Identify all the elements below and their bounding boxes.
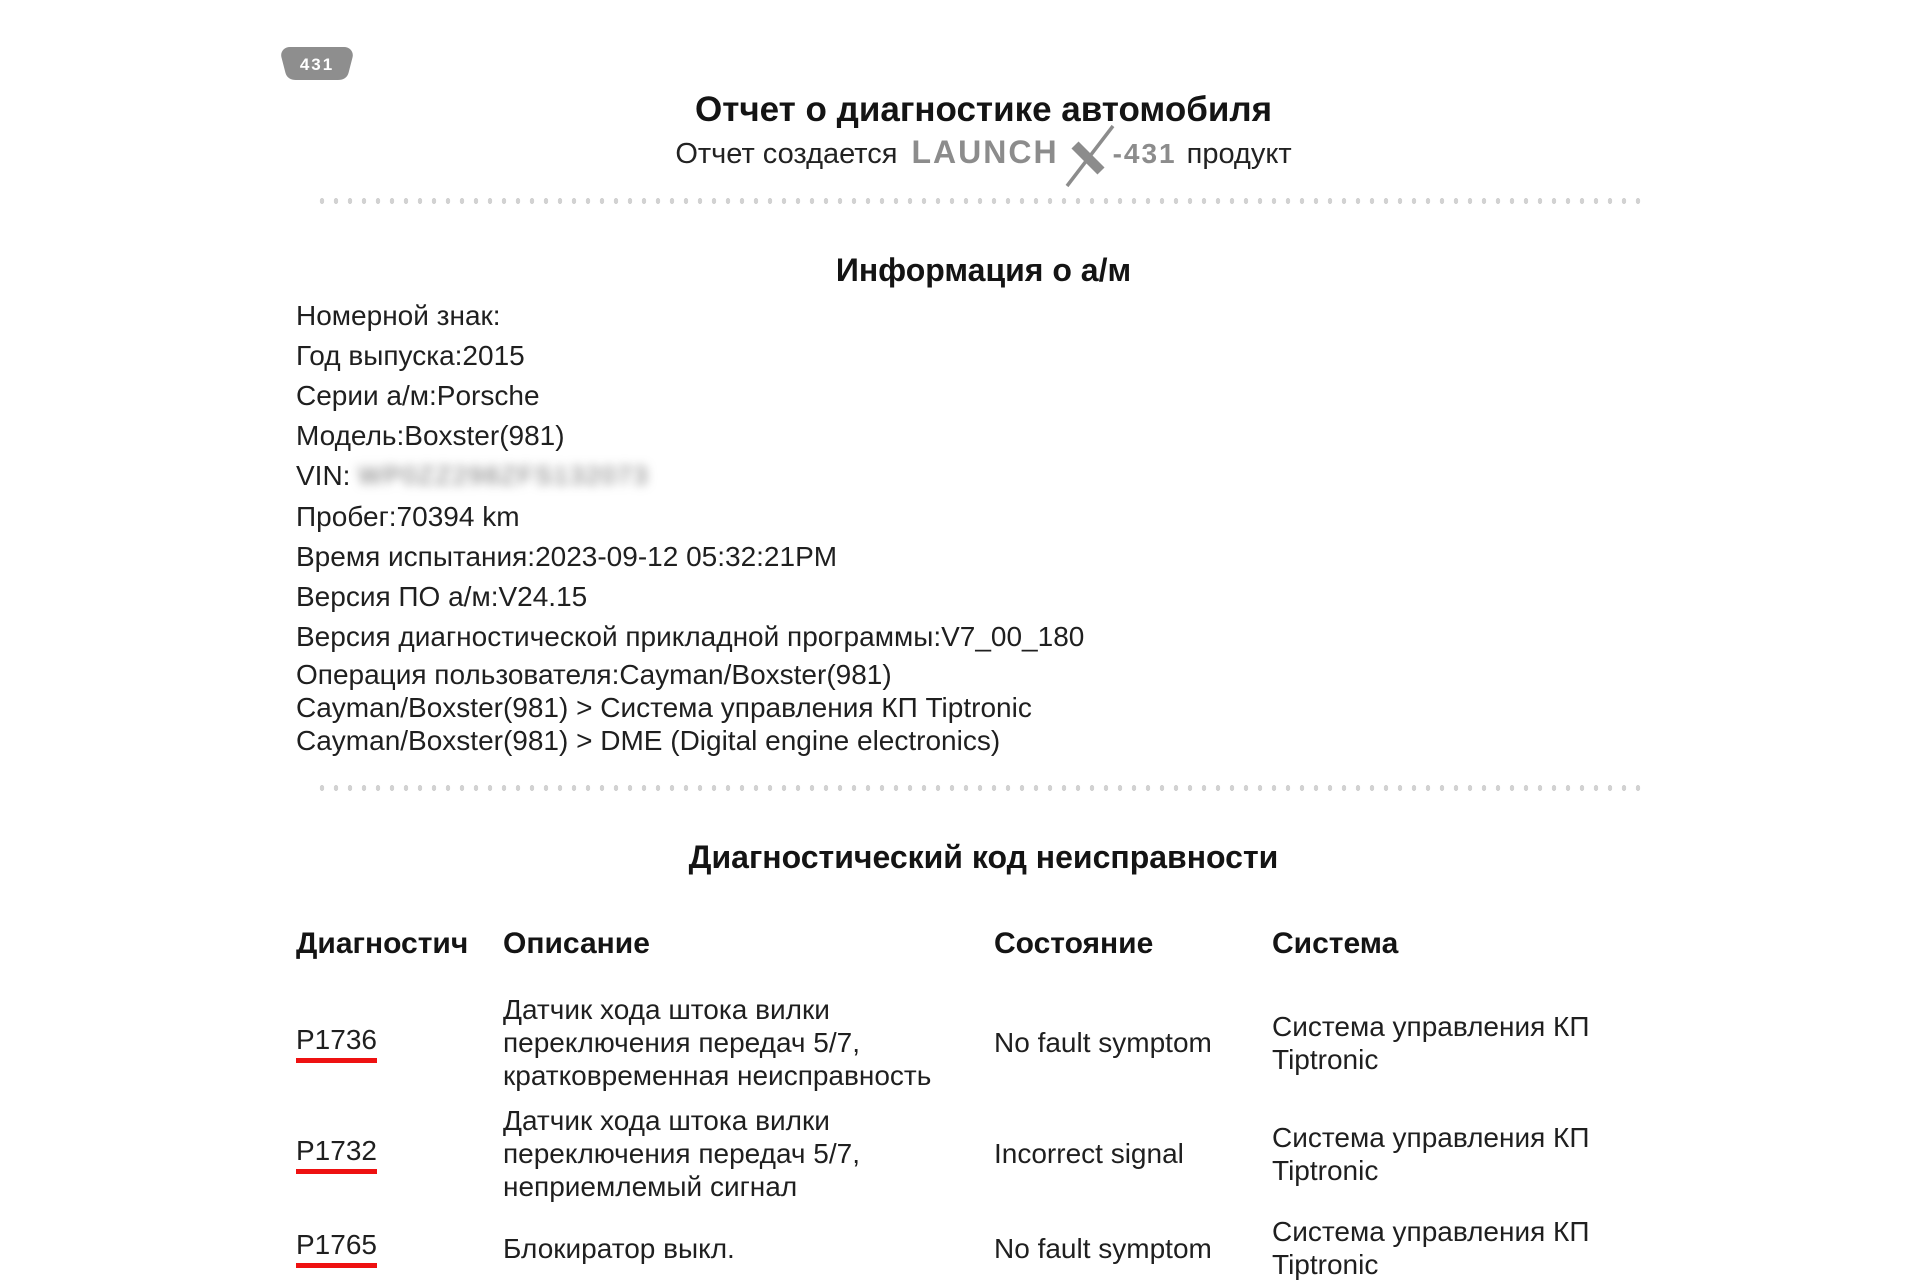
info-mileage: Пробег:70394 km <box>296 501 520 532</box>
dtc-header-row <box>296 927 1671 987</box>
dotted-divider-top <box>315 196 1645 206</box>
badge-shape <box>281 47 353 80</box>
dtc-row <box>296 987 1671 1098</box>
dtc-code-cell <box>296 987 503 1098</box>
info-diag-app-version: Версия диагностической прикладной программы:V7_00_180 <box>296 621 1085 652</box>
info-vin-row <box>296 456 1671 497</box>
dtc-code-link[interactable]: P1765 <box>296 1228 377 1268</box>
dtc-description-cell: Датчик хода штока вилки переключения передач 5/7, кратковременная неисправность <box>503 994 932 1091</box>
info-model: Модель:Boxster(981) <box>296 420 565 451</box>
info-series: Серии а/м:Porsche <box>296 380 540 411</box>
info-user-operation: Операция пользователя:Cayman/Boxster(981) <box>296 659 892 690</box>
report-title: Отчет о диагностике автомобиля <box>694 90 1273 129</box>
badge-label: 431 <box>299 55 335 74</box>
dtc-heading: Диагностический код неисправности <box>688 839 1279 875</box>
col-header-system: Система <box>1272 927 1399 960</box>
info-operation-path-1: Cayman/Boxster(981) > Система управления КП Tiptronic <box>296 692 1032 723</box>
dtc-description-cell: Блокиратор выкл. <box>503 1232 735 1264</box>
launch-logo-text: LAUNCH <box>911 134 1059 170</box>
vehicle-info-heading: Информация о а/м <box>835 252 1132 288</box>
vehicle-info-list <box>296 296 1671 657</box>
col-header-description: Описание <box>503 927 650 960</box>
info-plate: Номерной знак: <box>296 300 501 331</box>
vin-redacted-value: WP0ZZ298ZFS132073 <box>358 462 650 490</box>
dtc-code-cell <box>296 1098 503 1209</box>
dtc-row <box>296 1209 1671 1287</box>
dtc-code-link[interactable]: P1736 <box>296 1023 377 1063</box>
dtc-code-link[interactable]: P1732 <box>296 1134 377 1174</box>
dtc-status-cell: No fault symptom <box>994 1232 1212 1264</box>
dtc-description-cell: Датчик хода штока вилки переключения передач 5/7, неприемлемый сигнал <box>503 1105 860 1202</box>
info-sw-version: Версия ПО а/м:V24.15 <box>296 581 588 612</box>
dtc-system-cell: Система управления КП Tiptronic <box>1272 1216 1590 1280</box>
dtc-code-cell <box>296 1209 503 1287</box>
col-header-status: Состояние <box>994 927 1154 960</box>
dtc-status-cell: Incorrect signal <box>994 1138 1184 1169</box>
launch-model-text: -431 <box>1112 138 1177 169</box>
report-subtitle <box>296 134 1671 172</box>
col-header-code: Диагностич <box>296 927 469 960</box>
dtc-status-cell: No fault symptom <box>994 1027 1212 1058</box>
dtc-system-cell: Система управления КП Tiptronic <box>1272 1121 1590 1186</box>
page-number-badge <box>281 47 353 80</box>
info-test-time: Время испытания:2023-09-12 05:32:21PM <box>296 541 838 572</box>
subtitle-suffix: продукт <box>1186 138 1292 170</box>
info-year: Год выпуска:2015 <box>296 340 525 371</box>
user-operation-block <box>296 658 1671 757</box>
vin-label: VIN: <box>296 460 351 491</box>
subtitle-prefix: Отчет создается <box>675 138 898 170</box>
dtc-table <box>296 927 1671 1287</box>
dotted-divider-bottom <box>315 783 1645 793</box>
dtc-system-cell: Система управления КП Tiptronic <box>1272 1010 1590 1075</box>
dtc-row <box>296 1098 1671 1209</box>
launch-x-icon <box>1066 139 1112 173</box>
info-operation-path-2: Cayman/Boxster(981) > DME (Digital engine electronics) <box>296 725 1001 756</box>
